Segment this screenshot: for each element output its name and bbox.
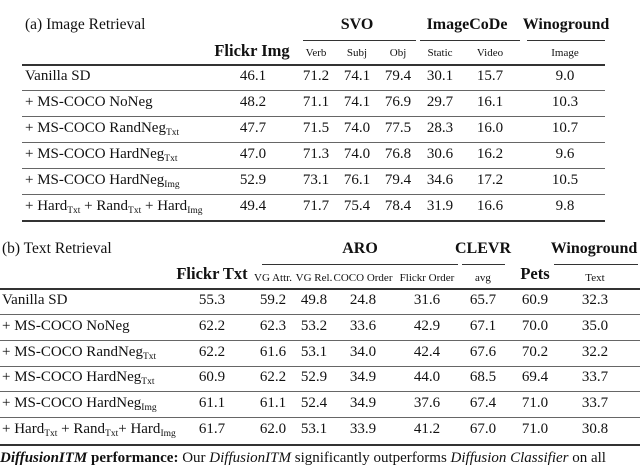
table-cell: 71.0 [521,395,549,411]
table-a-group-svo: SVO [340,16,374,33]
table-cell: 15.7 [476,68,504,84]
table-cell: 47.7 [239,120,267,136]
caption-text: significantly outperforms [290,450,451,466]
table-cell: 31.6 [413,292,441,308]
table-cell: 74.1 [343,68,371,84]
table-cell: 77.5 [384,120,412,136]
table-cell: 29.7 [426,94,454,110]
table-cell: 30.6 [426,146,454,162]
table-cell: 61.1 [259,395,287,411]
label-text: Vanilla SD [25,68,91,84]
row-label [25,172,180,189]
table-cell: 52.4 [300,395,328,411]
table-cell: 79.4 [384,172,412,188]
label-text: + MS-COCO HardNeg [2,369,142,385]
sub-column-header: Subj [346,47,368,59]
sub-column-header: Verb [305,47,327,59]
label-text: + MS-COCO NoNeg [25,94,153,110]
table-cell: 73.1 [302,172,330,188]
table-b-group-aro: ARO [342,240,378,257]
sub-column-header: VG Attr. [254,272,292,284]
row-label [2,344,156,361]
table-cell: 32.3 [581,292,609,308]
table-a-title: (a) Image Retrieval [25,16,146,33]
table-cell: 9.6 [555,146,575,162]
table-cell: 33.7 [581,369,609,385]
svo-underline [303,40,416,41]
table-cell: 34.6 [426,172,454,188]
table-cell: 61.1 [198,395,226,411]
label-text: + Rand [57,421,106,437]
row-divider [22,90,605,91]
table-cell: 62.3 [259,318,287,334]
table-cell: 62.2 [198,344,226,360]
table-cell: 67.6 [469,344,497,360]
table-cell: 34.9 [349,369,377,385]
table-cell: 48.2 [239,94,267,110]
table-cell: 71.0 [521,421,549,437]
sub-column-header: Pets [520,264,550,283]
table-cell: 9.0 [555,68,575,84]
table-cell: 65.7 [469,292,497,308]
row-label [25,120,179,137]
table-a-group-imagecode: ImageCoDe [426,16,508,33]
table-cell: 76.8 [384,146,412,162]
table-b-title: (b) Text Retrieval [2,240,112,257]
table-b-top-rule [0,288,640,290]
row-label [25,198,203,215]
table-cell: 71.5 [302,120,330,136]
caption-italic: Diffusion Classifier [450,450,569,466]
table-cell: 31.9 [426,198,454,214]
aro-underline [262,264,458,265]
table-cell: 62.2 [198,318,226,334]
clevr-underline [462,264,505,265]
table-cell: 24.8 [349,292,377,308]
label-subscript: Txt [128,206,142,216]
table-cell: 74.0 [343,120,371,136]
bottom-rule [0,444,640,446]
label-text: + MS-COCO HardNeg [2,395,142,411]
label-subscript: Txt [44,429,58,439]
sub-column-header: COCO Order [333,272,393,284]
table-b-main-col: Flickr Txt [176,264,248,283]
table-cell: 42.4 [413,344,441,360]
row-divider [0,314,640,315]
sub-column-header: Image [551,47,579,59]
row-divider [0,417,640,418]
row-divider [22,142,605,143]
caption-italic: DiffusionITM [209,450,291,466]
row-label [2,395,157,412]
sub-column-header: Text [585,272,605,284]
label-subscript: Txt [165,128,180,138]
table-cell: 42.9 [413,318,441,334]
table-cell: 70.2 [521,344,549,360]
label-text: + MS-COCO HardNeg [25,146,165,162]
caption-bold: performance: [87,450,179,466]
table-cell: 46.1 [239,68,267,84]
table-cell: 52.9 [239,172,267,188]
label-text: + Hard [25,198,68,214]
table-cell: 67.0 [469,421,497,437]
table-cell: 30.1 [426,68,454,84]
table-cell: 74.0 [343,146,371,162]
row-divider [22,194,605,195]
label-subscript: Img [187,206,203,216]
table-cell: 61.7 [198,421,226,437]
table-cell: 67.4 [469,395,497,411]
bottom-rule [22,220,605,222]
row-label [25,94,153,111]
label-text: + MS-COCO HardNeg [25,172,165,188]
table-cell: 16.2 [476,146,504,162]
table-cell: 33.7 [581,395,609,411]
table-cell: 79.4 [384,68,412,84]
table-cell: 28.3 [426,120,454,136]
table-cell: 10.7 [551,120,579,136]
table-cell: 53.2 [300,318,328,334]
sub-column-header: avg [475,272,491,284]
row-divider [0,366,640,367]
label-subscript: Img [141,403,157,413]
caption-text: on all [568,450,606,466]
label-text: + MS-COCO RandNeg [2,344,143,360]
label-text: + Hard [2,421,45,437]
label-text: + MS-COCO RandNeg [25,120,166,136]
caption-text: Our [178,450,210,466]
row-divider [22,116,605,117]
table-cell: 49.8 [300,292,328,308]
table-cell: 60.9 [198,369,226,385]
label-text: Vanilla SD [2,292,68,308]
label-subscript: Txt [105,429,119,439]
table-cell: 30.8 [581,421,609,437]
table-cell: 71.7 [302,198,330,214]
table-cell: 16.0 [476,120,504,136]
row-label [2,421,176,438]
table-cell: 16.6 [476,198,504,214]
label-subscript: Txt [164,154,178,164]
winoground-underline [527,40,605,41]
table-cell: 60.9 [521,292,549,308]
table-cell: 16.1 [476,94,504,110]
table-cell: 44.0 [413,369,441,385]
table-cell: 55.3 [198,292,226,308]
row-label [2,292,67,309]
caption-model-name: DiffusionITM [0,450,88,466]
table-cell: 59.2 [259,292,287,308]
table-cell: 17.2 [476,172,504,188]
table-cell: 35.0 [581,318,609,334]
label-text: + MS-COCO NoNeg [2,318,130,334]
row-divider [0,391,640,392]
table-cell: 34.9 [349,395,377,411]
imagecode-underline [420,40,520,41]
row-label [2,369,155,386]
label-subscript: Img [160,429,176,439]
caption [0,450,606,467]
table-cell: 53.1 [300,421,328,437]
table-cell: 41.2 [413,421,441,437]
table-cell: 9.8 [555,198,575,214]
table-cell: 47.0 [239,146,267,162]
sub-column-header: Video [476,47,504,59]
label-text: + Hard [118,421,161,437]
table-cell: 62.2 [259,369,287,385]
sub-column-header: Static [427,47,453,59]
table-cell: 75.4 [343,198,371,214]
table-cell: 76.1 [343,172,371,188]
row-label [2,318,130,335]
row-divider [0,340,640,341]
table-cell: 71.1 [302,94,330,110]
table-b-group-winoground: Winoground [550,240,638,257]
label-subscript: Txt [141,377,155,387]
table-a-group-winoground: Winoground [522,16,610,33]
table-cell: 62.0 [259,421,287,437]
table-cell: 70.0 [521,318,549,334]
sub-column-header: Obj [389,47,407,59]
table-cell: 69.4 [521,369,549,385]
table-cell: 74.1 [343,94,371,110]
label-text: + Hard [141,198,188,214]
table-cell: 71.2 [302,68,330,84]
table-cell: 10.3 [551,94,579,110]
row-label [25,146,178,163]
table-cell: 32.2 [581,344,609,360]
sub-column-header: VG Rel. [295,272,333,284]
row-label [25,68,90,85]
table-cell: 61.6 [259,344,287,360]
label-subscript: Img [164,180,180,190]
label-subscript: Txt [67,206,81,216]
table-cell: 33.9 [349,421,377,437]
table-cell: 34.0 [349,344,377,360]
table-cell: 53.1 [300,344,328,360]
table-cell: 67.1 [469,318,497,334]
label-text: + Rand [80,198,129,214]
row-divider [22,168,605,169]
table-cell: 49.4 [239,198,267,214]
table-cell: 78.4 [384,198,412,214]
table-cell: 76.9 [384,94,412,110]
winoground-b-underline [554,264,638,265]
label-subscript: Txt [142,352,157,362]
table-cell: 37.6 [413,395,441,411]
table-cell: 52.9 [300,369,328,385]
table-cell: 68.5 [469,369,497,385]
table-cell: 10.5 [551,172,579,188]
table-b-group-clevr: CLEVR [454,240,512,257]
table-a-top-rule [22,64,605,66]
sub-column-header: Flickr Order [399,272,455,284]
table-a-main-col: Flickr Img [214,41,290,60]
table-cell: 33.6 [349,318,377,334]
table-cell: 71.3 [302,146,330,162]
